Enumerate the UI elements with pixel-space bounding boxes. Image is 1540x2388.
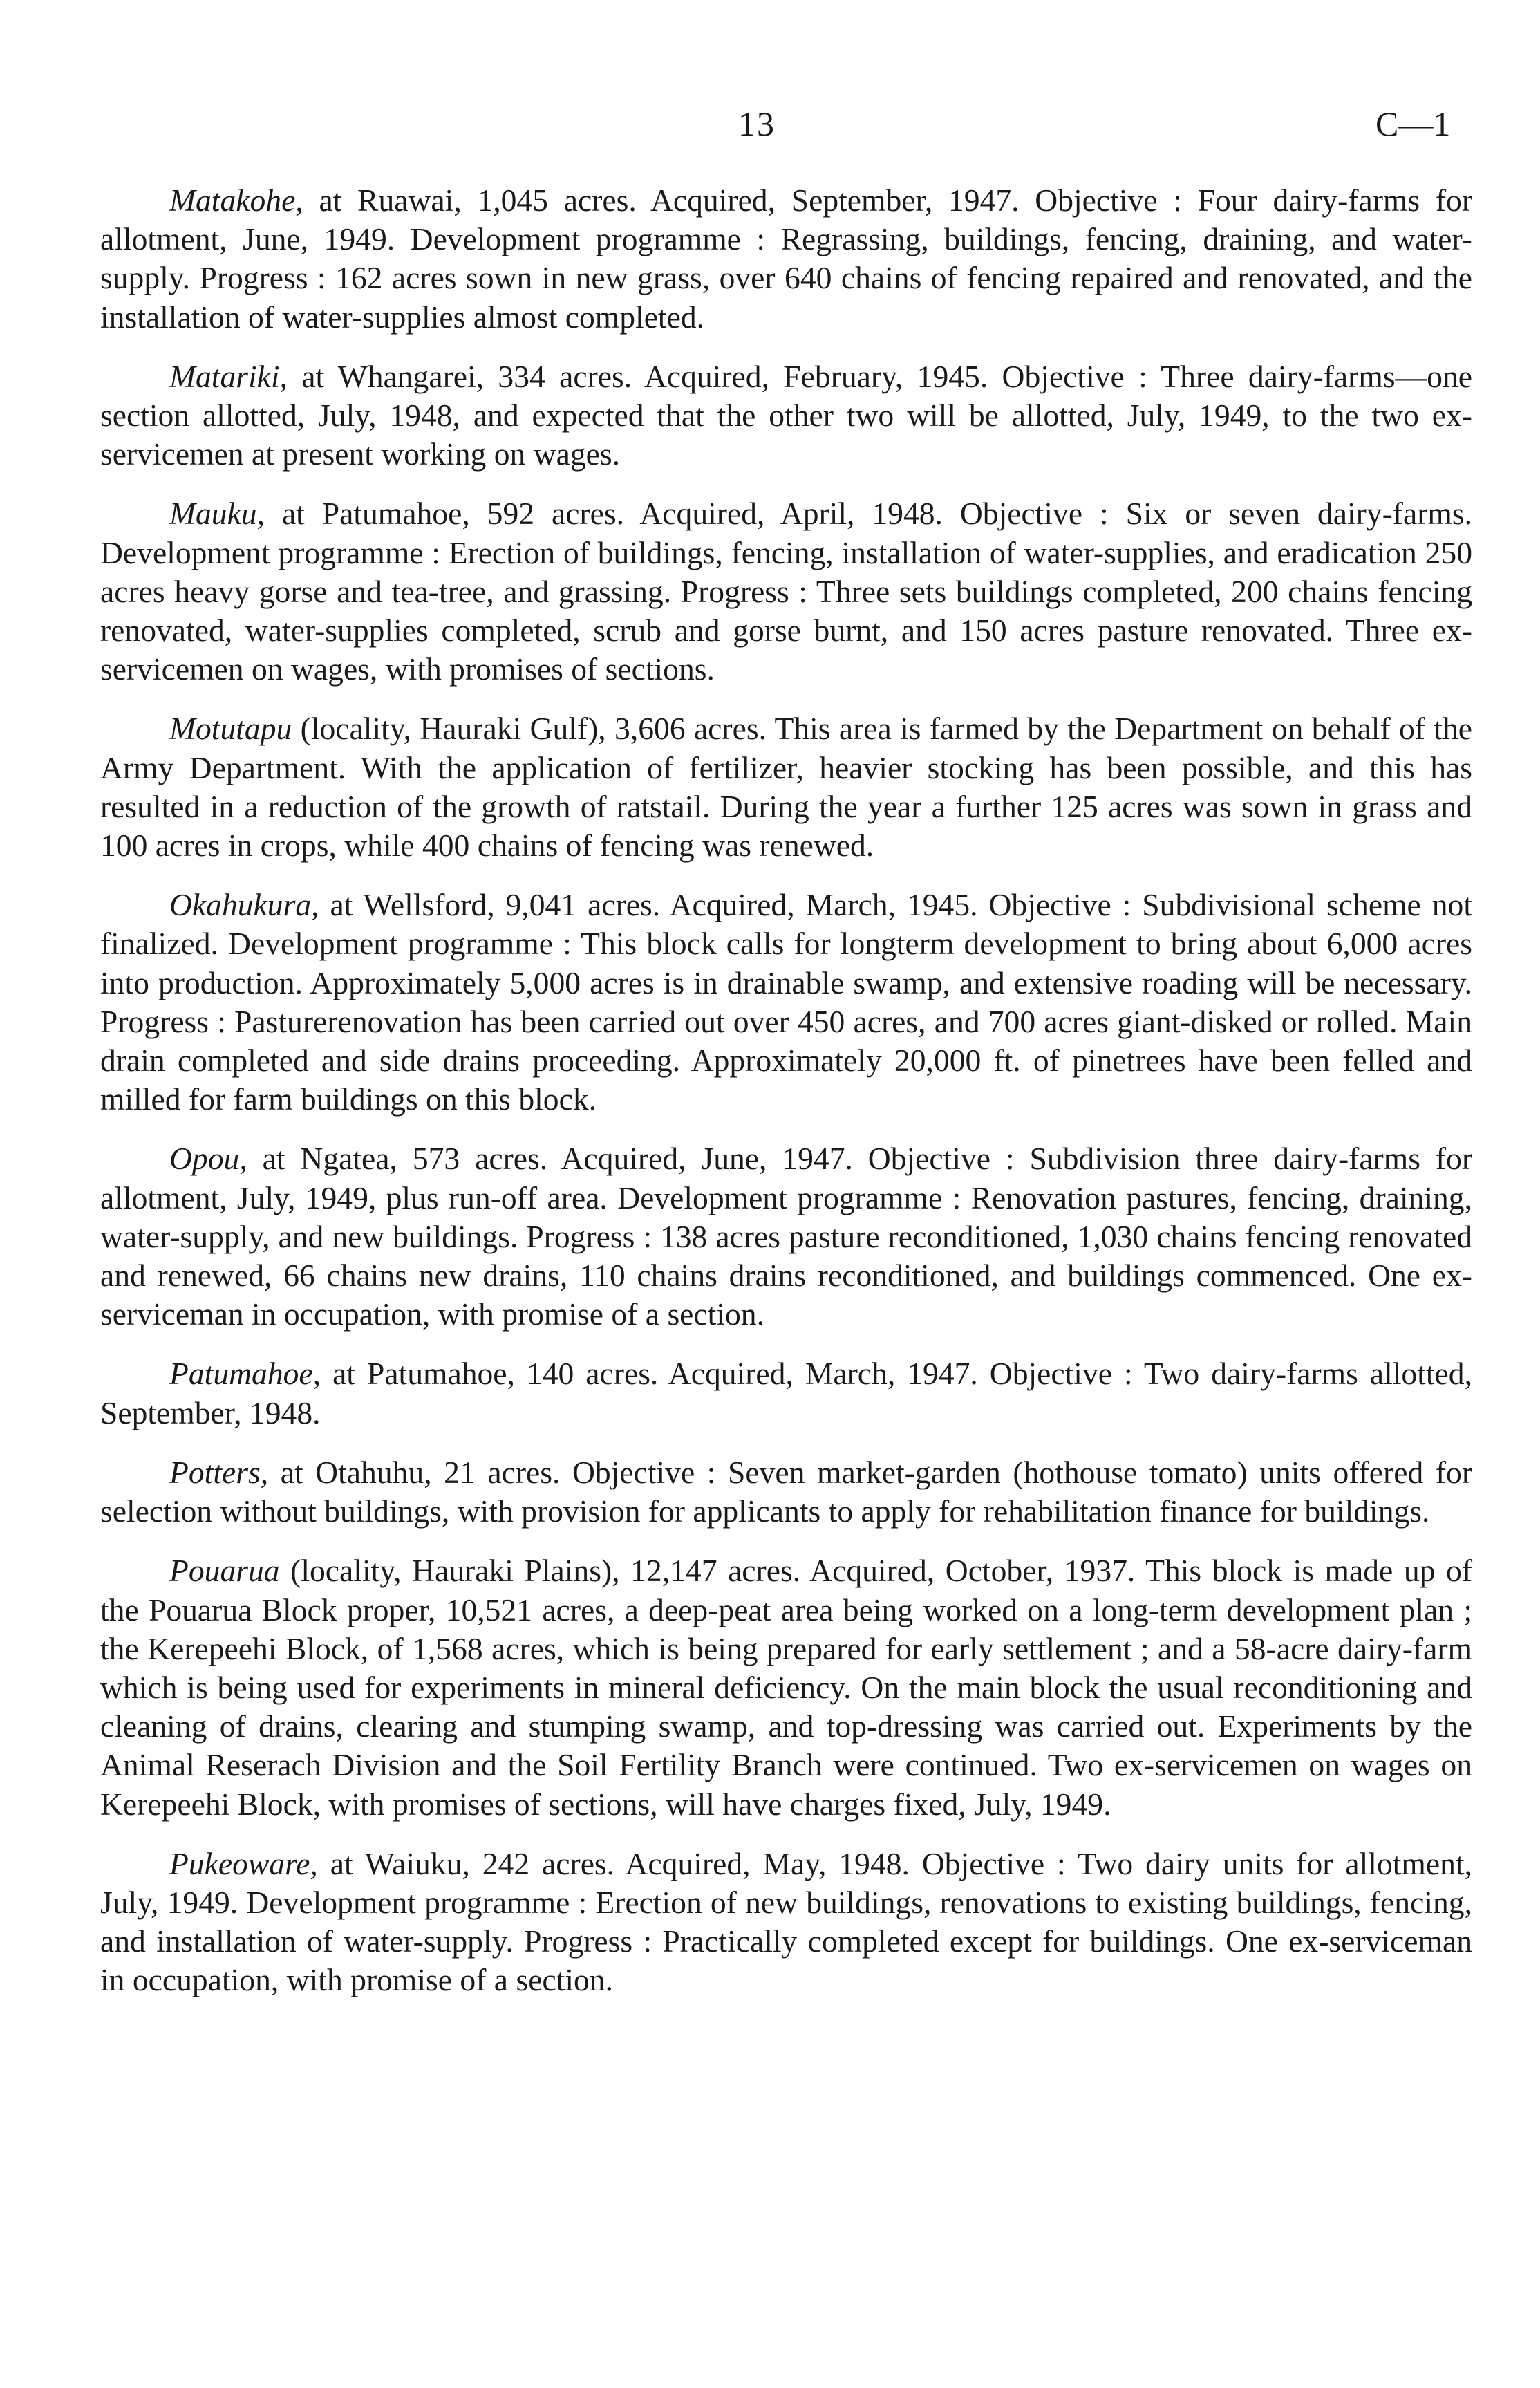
entry-text: at Wellsford, 9,041 acres. Acquired, March, 1945. Objective : Subdivisional scheme not finalized. Development programme : This block calls for longterm development to bring about 6,000 acres into production. Approximately 5,000 acres is in drainable swamp, and extensive roading will be necessary. Progress : Pasturerenovation has been carried out over 450 acres, and 700 acres giant-disked or rolled. Main drain completed and side drains proceeding. Approximately 20,000 ft. of pinetrees have been felled and milled for farm buildings on this block. (100, 887, 1472, 1117)
entry-name: Pukeoware, (169, 1845, 318, 1881)
entry-text: at Patumahoe, 140 acres. Acquired, March, 1947. Objective : Two dairy-farms allotted, September, 1948. (100, 1356, 1472, 1430)
document-code: C—1 (1375, 104, 1451, 143)
entry-potters (100, 1453, 1472, 1531)
entry-pukeoware (100, 1845, 1472, 2000)
entry-okahukura (100, 886, 1472, 1119)
entry-name: Potters, (169, 1454, 269, 1490)
entry-text: (locality, Hauraki Plains), 12,147 acres. Acquired, October, 1937. This block is made up of the Pouarua Block proper, 10,521 acres, a deep-peat area being worked on a long-term development plan ; the Kerepeehi Block, of 1,568 acres, which is being prepared for early settlement ; and a 58-acre dairy-farm which is being used for experiments in mineral deficiency. On the main block the usual reconditioning and cleaning of drains, clearing and stumping swamp, and top-dressing was carried out. Experiments by the Animal Reserach Division and the Soil Fertility Branch were continued. Two ex-servicemen on wages on Kerepeehi Block, with promises of sections, will have charges fixed, July, 1949. (100, 1553, 1472, 1822)
entry-name: Pouarua (169, 1553, 280, 1589)
entry-text: at Otahuhu, 21 acres. Objective : Seven market-garden (hothouse tomato) units offered for selection without buildings, with provision for applicants to apply for rehabilitation finance for buildings. (100, 1454, 1473, 1529)
entry-name: Matariki, (169, 358, 288, 394)
entry-patumahoe (100, 1354, 1472, 1432)
entry-name: Matakohe, (169, 183, 303, 218)
entry-text: at Ruawai, 1,045 acres. Acquired, September, 1947. Objective : Four dairy-farms for allotment, June, 1949. Development programme : Regrassing, buildings, fencing, draining, and water-supply. Progress : 162 acres sown in new grass, over 640 chains of fencing repaired and renovated, and the installation of water-supplies almost completed. (100, 183, 1472, 335)
entry-name: Okahukura, (169, 887, 319, 923)
page-number: 13 (738, 104, 776, 143)
entry-mauku (100, 494, 1472, 689)
entry-text: (locality, Hauraki Gulf), 3,606 acres. This area is farmed by the Department on behalf of the Army Department. With the application of fertilizer, heavier stocking has been possible, and this has resulted in a reduction of the growth of ratstail. During the year a further 125 acres was sown in grass and 100 acres in crops, while 400 chains of fencing was renewed. (100, 711, 1472, 864)
entry-opou (100, 1139, 1472, 1334)
report-body (100, 181, 1472, 2021)
entry-name: Patumahoe, (169, 1356, 321, 1392)
entry-text: at Patumahoe, 592 acres. Acquired, April, 1948. Objective : Six or seven dairy-farms. Development programme : Erection of buildings, fencing, installation of water-supplies, and eradication 250 acres heavy gorse and tea-tree, and grassing. Progress : Three sets buildings completed, 200 chains fencing renovated, water-supplies completed, scrub and gorse burnt, and 150 acres pasture renovated. Three ex-servicemen on wages, with promises of sections. (100, 496, 1472, 687)
entry-motutapu (100, 709, 1472, 865)
entry-pouarua (100, 1551, 1472, 1823)
entry-name: Motutapu (169, 711, 292, 747)
entry-text: at Waiuku, 242 acres. Acquired, May, 1948. Objective : Two dairy units for allotment, July, 1949. Development programme : Erection of new buildings, renovations to existing buildings, fencing, and installation of water-supply. Progress : Practically completed except for buildings. One ex-serviceman in occupation, with promise of a section. (100, 1845, 1472, 1998)
page-header (0, 104, 1540, 152)
entry-text: at Ngatea, 573 acres. Acquired, June, 1947. Objective : Subdivision three dairy-farms for allotment, July, 1949, plus run-off area. Development programme : Renovation pastures, fencing, draining, water-supply, and new buildings. Progress : 138 acres pasture reconditioned, 1,030 chains fencing renovated and renewed, 66 chains new drains, 110 chains drains reconditioned, and buildings commenced. One ex-serviceman in occupation, with promise of a section. (100, 1141, 1473, 1332)
entry-name: Opou, (169, 1141, 247, 1177)
entry-matakohe (100, 181, 1472, 337)
entry-matariki (100, 357, 1472, 474)
entry-name: Mauku, (169, 496, 265, 532)
entry-text: at Whangarei, 334 acres. Acquired, February, 1945. Objective : Three dairy-farms—one section allotted, July, 1948, and expected that the other two will be allotted, July, 1949, to the two ex-servicemen at present working on wages. (100, 358, 1472, 472)
